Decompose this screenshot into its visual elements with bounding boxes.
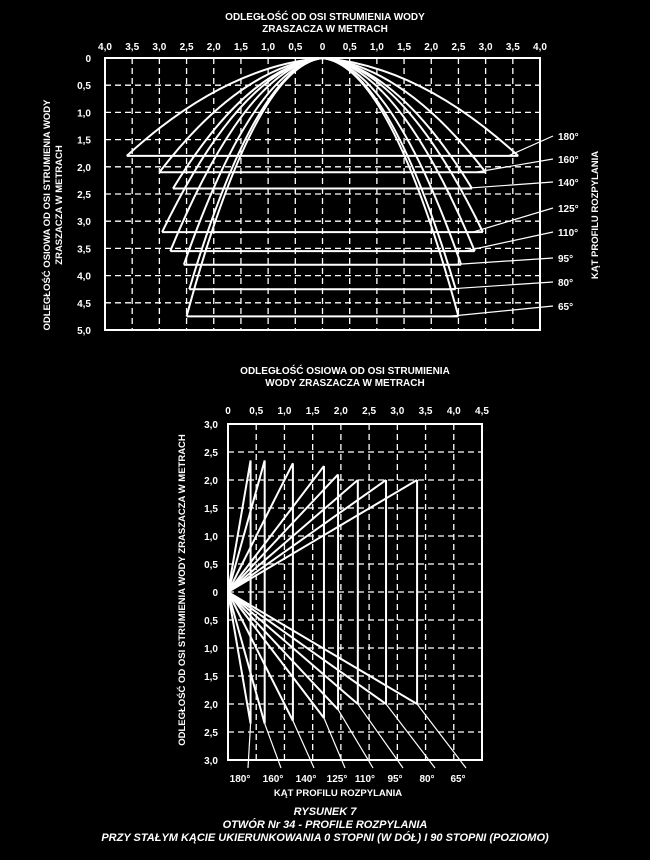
chart2-xlabel: KĄT PROFILU ROZPYLANIA — [273, 788, 403, 799]
chart1-series-65-curve — [187, 58, 459, 316]
chart2-y-tick-label: 2,0 — [204, 476, 218, 487]
chart1-x-tick-label: 2,5 — [451, 42, 466, 53]
chart1-series-label: 80° — [558, 278, 574, 289]
chart1-series-leader — [446, 282, 553, 289]
chart1-y-tick-label: 2,5 — [77, 190, 91, 201]
chart2-x-tick-label: 4,5 — [475, 406, 489, 417]
chart1-series-leader — [448, 306, 553, 316]
chart1-right-label: KĄT PROFILU ROZPYLANIA — [590, 150, 601, 280]
chart1-x-tick-label: 1,0 — [369, 42, 384, 53]
chart1-y-tick-label: 4,5 — [77, 298, 91, 310]
chart2-y-tick-label: 3,0 — [204, 756, 218, 767]
chart1-x-tick-label: 3,0 — [152, 42, 167, 53]
chart2-y-tick-label: 1,0 — [204, 532, 218, 543]
figure-caption — [0, 806, 650, 845]
chart2-x-tick-label: 1,5 — [305, 406, 320, 417]
chart1-y-tick-label: 2,0 — [77, 162, 91, 174]
chart1-y-tick-label: 1,5 — [77, 135, 91, 147]
chart1-series-125-curve — [162, 58, 483, 232]
chart1-y-tick-label: 0,5 — [77, 81, 91, 93]
chart2-series-leader — [386, 704, 435, 768]
chart2-series-label: 80° — [419, 774, 435, 785]
chart2-ylabel: ODLEGŁOŚĆ OD OSI STRUMIENIA WODY ZRASZACZA W METRACH — [177, 434, 188, 746]
chart1-x-tick-label: 1,0 — [261, 42, 276, 53]
chart1-x-tick-label: 0,5 — [288, 42, 303, 53]
chart2-y-tick-label: 2,5 — [204, 448, 218, 459]
chart2-series-label: 95° — [387, 774, 403, 785]
chart2-series-label: 140° — [295, 774, 317, 785]
chart1-x-tick-label: 3,5 — [505, 42, 520, 53]
chart2-x-tick-label: 1,0 — [277, 406, 292, 417]
caption-subtitle: PRZY STAŁYM KĄCIE UKIERUNKOWANIA 0 STOPNI (W DÓŁ) I 90 STOPNI (POZIOMO) — [101, 832, 549, 844]
chart1-y-tick-label: 3,0 — [77, 217, 91, 229]
chart2-y-tick-label: 2,0 — [204, 700, 218, 711]
chart2-x-tick-label: 0,5 — [249, 406, 264, 417]
chart2-series-leader — [358, 704, 403, 768]
bottom-spray-profile-chart — [0, 350, 650, 810]
chart2-x-tick-label: 3,0 — [390, 406, 405, 417]
chart1-title-line2: ZRASZACZA W METRACH — [262, 24, 388, 35]
chart2-series-label: 160° — [262, 774, 284, 785]
chart1-series-label: 110° — [558, 228, 579, 239]
chart2-y-tick-label: 1,5 — [204, 504, 218, 515]
chart2-x-tick-label: 0 — [225, 406, 231, 417]
chart1-x-tick-label: 4,0 — [98, 42, 112, 53]
chart2-x-tick-label: 4,0 — [446, 406, 461, 417]
chart1-series-leader — [476, 159, 553, 172]
chart2-y-tick-label: 2,5 — [204, 728, 218, 739]
chart1-series-label: 160° — [558, 155, 579, 166]
chart1-x-tick-label: 0 — [319, 42, 326, 53]
chart1-series-label: 95° — [558, 254, 574, 265]
top-spray-profile-chart — [0, 0, 650, 350]
chart1-y-tick-label: 5,0 — [77, 326, 91, 337]
chart2-series-label: 65° — [450, 774, 466, 785]
chart2-x-tick-label: 2,5 — [362, 406, 377, 417]
chart2-series-label: 110° — [354, 774, 376, 785]
chart2-x-tick-label: 2,0 — [333, 406, 348, 417]
chart1-series-label: 65° — [558, 302, 574, 313]
chart1-series-label: 180° — [558, 132, 579, 143]
chart2-series-label: 125° — [326, 774, 348, 785]
chart2-series-leader — [248, 724, 251, 768]
caption-figure-number: RYSUNEK 7 — [293, 806, 357, 818]
chart1-x-tick-label: 3,0 — [478, 42, 493, 53]
chart1-y-tick-label: 1,0 — [77, 108, 91, 120]
chart1-x-tick-label: 1,5 — [233, 42, 248, 53]
chart1-x-tick-label: 3,5 — [125, 42, 140, 53]
chart2-y-tick-label: 0,5 — [204, 616, 218, 627]
chart2-y-tick-label: 0,5 — [204, 560, 218, 571]
chart1-series-leader — [451, 258, 553, 265]
chart1-y-tick-label: 0 — [85, 54, 91, 65]
chart1-y-tick-label: 3,5 — [77, 244, 91, 256]
chart2-y-tick-label: 1,5 — [204, 672, 218, 683]
chart2-title-line1: ODLEGŁOŚĆ OSIOWA OD OSI STRUMIENIA — [240, 366, 450, 377]
chart1-y-tick-label: 4,0 — [77, 271, 91, 283]
chart2-series-leader — [265, 724, 281, 768]
chart1-ylabel-line2: ZRASZACZA W METRACH — [54, 145, 65, 265]
chart1-x-tick-label: 4,0 — [533, 42, 547, 53]
chart2-y-tick-label: 3,0 — [204, 420, 218, 431]
chart2-title-line2: WODY ZRASZACZA W METRACH — [265, 378, 425, 389]
chart1-x-tick-label: 2,0 — [206, 42, 221, 53]
chart2-series-leader — [417, 704, 466, 768]
chart1-series-label: 125° — [558, 204, 579, 215]
chart2-y-tick-label: 0 — [212, 588, 218, 599]
chart1-x-tick-label: 2,5 — [179, 42, 194, 53]
chart1-title-line1: ODLEGŁOŚĆ OD OSI STRUMIENIA WODY — [225, 12, 425, 23]
caption-title: OTWÓR Nr 34 - PROFILE ROZPYLANIA — [222, 819, 428, 831]
chart1-x-tick-label: 2,0 — [424, 42, 439, 53]
chart1-series-label: 140° — [558, 178, 579, 189]
chart2-y-tick-label: 1,0 — [204, 644, 218, 655]
chart2-x-tick-label: 3,5 — [418, 406, 433, 417]
chart1-ylabel-line1: ODLEGŁOŚĆ OSIOWA OD OSI STRUMIENIA WODY — [42, 99, 53, 331]
chart1-x-tick-label: 1,5 — [397, 42, 412, 53]
chart2-series-label: 180° — [229, 774, 251, 785]
chart1-x-tick-label: 0,5 — [342, 42, 357, 53]
